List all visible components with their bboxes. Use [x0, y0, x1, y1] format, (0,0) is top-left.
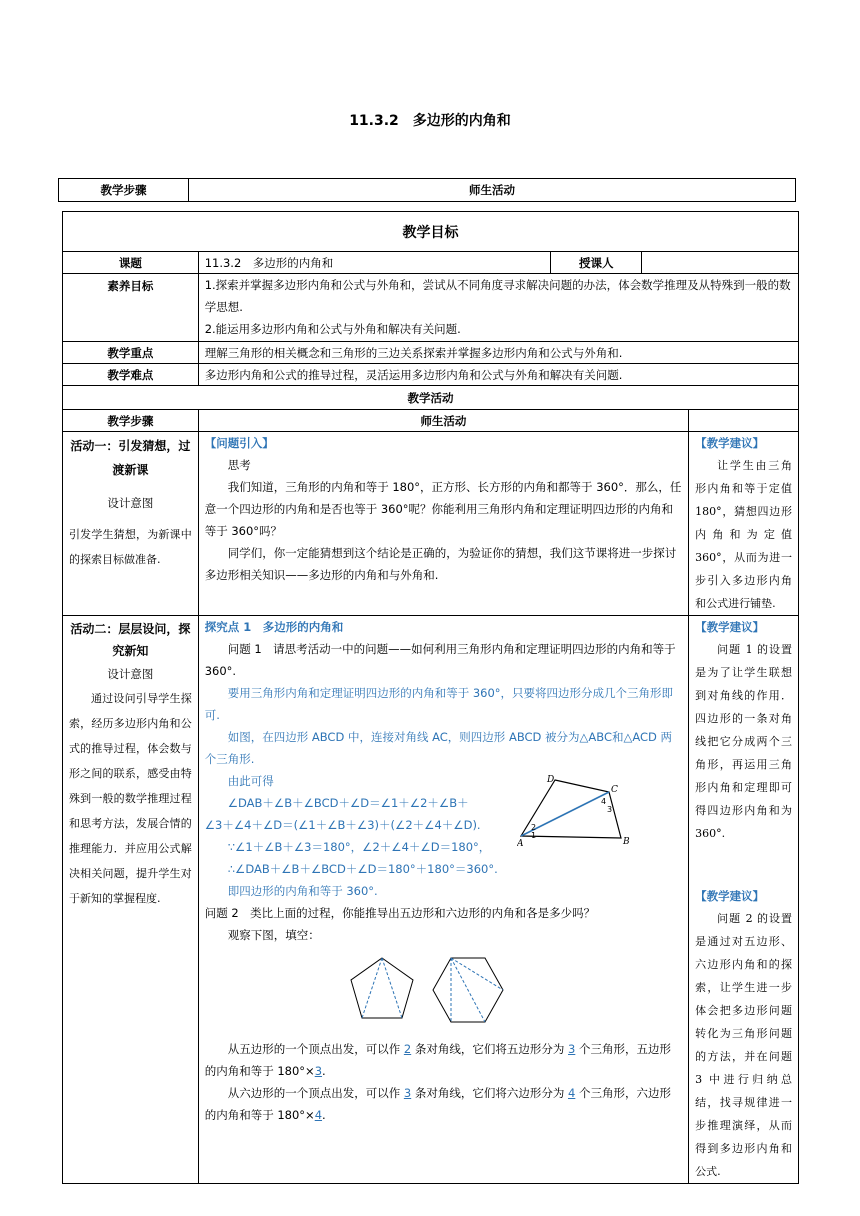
difficulty-value: 多边形内角和公式的推导过程，灵活运用多边形内角和公式与外角和解决有关问题. [198, 364, 798, 386]
difficulty-label: 教学难点 [63, 364, 199, 386]
act2-answer-6: ∵∠1＋∠B＋∠3＝180°，∠2＋∠4＋∠D＝180°， [227, 840, 491, 854]
label-A: A [516, 839, 524, 849]
topic-value: 11.3.2 多边形的内角和 [198, 252, 551, 274]
act1-step-cell [63, 432, 199, 616]
act2-answer-3: 由此可得 [227, 774, 274, 788]
pentagon-hexagon-figure [345, 952, 525, 1028]
act2-observe: 观察下图，填空： [227, 928, 320, 942]
fill-blank-pentagon-triangles: 3 [568, 1042, 576, 1056]
act2-question-1: 问题 1 请思考活动一中的问题——如何利用三角形内角和定理证明四边形的内角和等于 360°. [204, 642, 676, 678]
act2-point: 探究点 1 多边形的内角和 [204, 620, 344, 634]
act2-answer-1: 要用三角形内角和定理证明四边形的内角和等于 360°，只要将四边形分成几个三角形即可. [204, 686, 674, 722]
act1-content [198, 432, 688, 616]
act1-tag: 【问题引入】 [204, 436, 274, 450]
act2-answer-7: ∴∠DAB＋∠B＋∠BCD＋∠D＝180°＋180°＝360°. [227, 862, 498, 876]
lesson-table [62, 211, 799, 1184]
literacy-goals [198, 274, 798, 342]
act1-suggestion: 让学生由三角形内角和等于定值 180°，猜想四边形内角和为定值 360°，从而为进一步引入多边形内角和公式进行铺垫. [695, 459, 792, 610]
header-step: 教学步骤 [59, 179, 189, 202]
header-activity: 师生活动 [189, 179, 796, 202]
sub-header-activity: 师生活动 [198, 410, 688, 432]
page-title: 11.3.2 多边形的内角和 [349, 113, 511, 129]
fill-blank-pentagon-diagonals: 2 [403, 1042, 412, 1056]
label-angle-3: 3 [606, 805, 612, 814]
label-angle-1: 1 [530, 831, 536, 840]
act1-title: 活动一：引发猜想，过渡新课 [70, 439, 191, 477]
act2-suggestion-cell [689, 616, 799, 1184]
act2-answer-2: 如图，在四边形 ABCD 中，连接对角线 AC，则四边形 ABCD 被分为△ABC和△ACD 两个三角形. [204, 730, 673, 766]
key-value: 理解三角形的相关概念和三角形的三边关系探索并掌握多边形内角和公式与外角和. [198, 342, 798, 364]
sub-header-blank [689, 410, 799, 432]
act2-step-cell [63, 616, 199, 1184]
act2-intent: 通过设问引导学生探索，经历多边形内角和公式的推导过程，体会数与形之间的联系，感受由特殊到一般的数学推理过程和思考方法，发展合情的推理能力．并应用公式解决相关问题，提升学生对于新知的掌握程度. [69, 692, 192, 905]
quadrilateral-figure [517, 774, 637, 852]
literacy-goal-1: 1.探索并掌握多边形内角和公式与外角和，尝试从不同角度寻求解决问题的办法，体会数学推理及从特殊到一般的数学思想. [204, 278, 791, 314]
act2-answer-4: ∠DAB＋∠B＋∠BCD＋∠D＝∠1＋∠2＋∠B＋ [227, 796, 469, 810]
act2-answer-5: ∠3＋∠4＋∠D＝(∠1＋∠B＋∠3)＋(∠2＋∠4＋∠D). [204, 818, 481, 832]
label-D: D [546, 775, 554, 785]
act1-think: 思考 [227, 458, 251, 472]
act2-fill-2: 从六边形的一个顶点出发，可以作 3 条对角线，它们将六边形分为 4 个三角形，六边形的内角和等于 180°×4. [204, 1086, 671, 1122]
act1-paragraph-1: 我们知道，三角形的内角和等于 180°，正方形、长方形的内角和都等于 360°．那么，任意一个四边形的内角和是否也等于 360°呢？你能利用三角形内角和定理证明四边形的内角和等于 360°吗？ [204, 480, 682, 538]
act2-intent-label: 设计意图 [107, 667, 154, 681]
act1-suggestion-tag: 【教学建议】 [695, 436, 765, 450]
act2-suggestion-tag-1: 【教学建议】 [695, 620, 765, 634]
label-B: B [622, 837, 630, 847]
fill-blank-pentagon-multiplier: 3 [314, 1064, 323, 1078]
act2-suggestion-1: 问题 1 的设置是为了让学生联想到对角线的作用．四边形的一条对角线把它分成两个三角形，再运用三角形内角和定理即可得四边形内角和为 360°. [695, 643, 792, 840]
act1-intent-label: 设计意图 [107, 496, 154, 510]
act1-intent: 引发学生猜想，为新课中的探索目标做准备. [69, 528, 192, 566]
act2-title: 活动二：层层设问，探究新知 [70, 622, 191, 658]
fill-blank-hexagon-triangles: 4 [568, 1086, 576, 1100]
act2-fill-1: 从五边形的一个顶点出发，可以作 2 条对角线，它们将五边形分为 3 个三角形，五边形的内角和等于 180°×3. [204, 1042, 671, 1078]
act2-answer-8: 即四边形的内角和等于 360°. [227, 884, 378, 898]
label-angle-2: 2 [530, 823, 536, 832]
key-label: 教学重点 [63, 342, 199, 364]
goals-heading: 教学目标 [63, 212, 799, 252]
literacy-label: 素养目标 [63, 274, 199, 342]
topic-label: 课题 [63, 252, 199, 274]
label-angle-4: 4 [600, 797, 606, 806]
sub-header-step: 教学步骤 [63, 410, 199, 432]
teacher-label: 授课人 [551, 252, 642, 274]
fill-blank-hexagon-diagonals: 3 [403, 1086, 412, 1100]
fill-blank-hexagon-multiplier: 4 [314, 1108, 323, 1122]
literacy-goal-2: 2.能运用多边形内角和公式与外角和解决有关问题. [204, 322, 461, 336]
act2-suggestion-2: 问题 2 的设置是通过对五边形、六边形内角和的探索，让学生进一步体会把多边形问题转化为三角形问题的方法，并在问题 3 中进行归纳总结，找寻规律进一步推理演绎，从而得到多边形内角和公式. [695, 912, 792, 1178]
act1-suggestion-cell [689, 432, 799, 616]
act2-question-2: 问题 2 类比上面的过程，你能推导出五边形和六边形的内角和各是多少吗？ [204, 906, 596, 920]
activity-heading: 教学活动 [63, 386, 799, 410]
top-header-table [58, 178, 796, 202]
act2-content [198, 616, 688, 1184]
teacher-value[interactable] [642, 252, 799, 274]
act2-suggestion-tag-2: 【教学建议】 [695, 889, 765, 903]
act1-paragraph-2: 同学们，你一定能猜想到这个结论是正确的，为验证你的猜想，我们这节课将进一步探讨多边形相关知识——多边形的内角和与外角和. [204, 546, 677, 582]
label-C: C [610, 785, 618, 795]
